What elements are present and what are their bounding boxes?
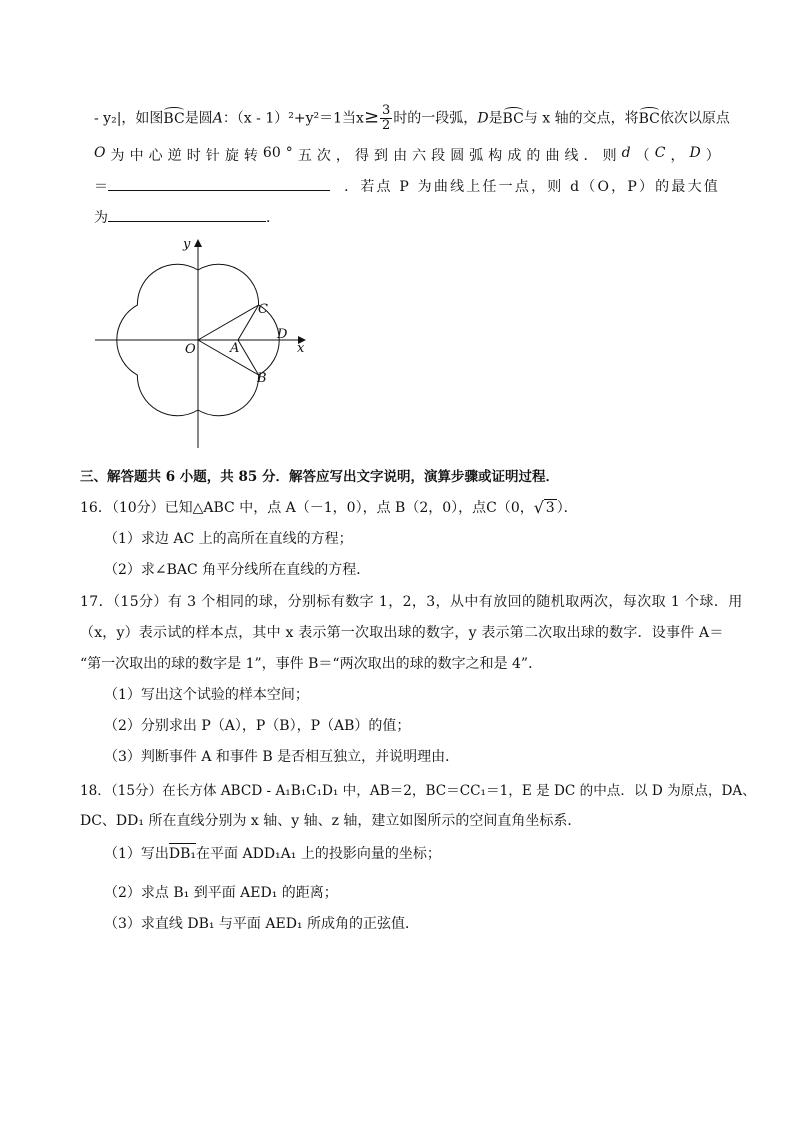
q18-line-2: DC、DD₁ 所在直线分别为 x 轴、y 轴、z 轴，建立如图所示的空间直角坐标系．	[80, 813, 582, 829]
q15-line-2-char: 次	[316, 148, 331, 164]
q15-line-2-char: 心	[148, 148, 163, 164]
q15-line-2-char: 六	[412, 148, 427, 164]
q15-line-2-char: D	[689, 145, 701, 161]
q15-line-2-char: C	[654, 145, 666, 161]
q15-eq-line	[94, 176, 330, 196]
q15-line-2-char: O	[94, 145, 106, 161]
frac-num: 3	[382, 103, 391, 118]
q15-line-2-char: 旋	[224, 148, 239, 164]
q15-line-2-char: 构	[488, 148, 503, 164]
q15-line-1	[94, 104, 730, 133]
q15-line-2-char: 逆	[167, 148, 182, 164]
q15-line-2-char: 圆	[450, 148, 465, 164]
q17-line-3: “第一次取出的球的数字是 1”，事件 B＝“两次取出的球的数字之和是 4”．	[80, 656, 543, 672]
label-y: y	[183, 237, 191, 252]
q17-line-2: （x，y）表示试的样本点，其中 x 表示第一次取出球的数字，y 表示第二次取出球的数字．设事件 A＝	[80, 625, 724, 641]
q18-line-1: 18．（15分）在长方体 ABCD - A₁B₁C₁D₁ 中，AB＝2，BC＝CC₁＝1，E 是 DC 的中点．以 D 为原点，DA、	[80, 783, 756, 799]
arc-bc: BC	[638, 110, 660, 127]
q16-stem	[80, 497, 578, 517]
segment-oc	[198, 305, 259, 340]
q15-line-2-char: ，	[335, 148, 350, 164]
q17-line-1: 17．（15分）有 3 个相同的球，分别标有数字 1，2，3，从中有放回的随机取两次，每次取 1 个球．用	[80, 594, 743, 610]
answer-blank-2	[108, 207, 266, 222]
curve-figure	[90, 232, 320, 452]
arc-bc: BC	[502, 110, 524, 127]
arc-bc: BC	[163, 110, 185, 127]
q15-line-2-char: 弧	[469, 148, 484, 164]
section-3-heading: 三、解答题共 6 小题，共 85 分．解答应写出文字说明，演算步骤或证明过程．	[80, 469, 559, 485]
q15-line-4	[94, 207, 280, 227]
sqrt-3	[534, 500, 557, 516]
segment-ac	[238, 305, 259, 340]
q15-text: 与 x 轴的交点，将	[523, 110, 639, 127]
q15-line-2-char: 五	[297, 148, 312, 164]
label-b: B	[257, 371, 267, 386]
q16-part-2: （2）求∠BAC 角平分线所在直线的方程．	[104, 562, 371, 578]
q15-line-2-char: 段	[431, 148, 446, 164]
q17-part-2: （2）分别求出 P（A），P（B），P（AB）的值；	[104, 718, 411, 734]
segment-ab	[238, 340, 259, 375]
q18-part-1	[104, 843, 441, 863]
q15-line-2-char: ．	[583, 148, 598, 164]
q18-part-2: （2）求点 B₁ 到平面 AED₁ 的距离；	[104, 885, 338, 901]
q15-text: 依次以原点	[659, 110, 730, 127]
q15-text: 是圆	[184, 110, 213, 127]
q18-text: （1）写出	[104, 846, 169, 862]
q16-text: ）．	[556, 500, 578, 516]
q15-line-2-char: 由	[393, 148, 408, 164]
q15-line-2-char: 得	[354, 148, 369, 164]
q15-text: ．	[266, 210, 280, 226]
q15-line-2-char: （	[635, 148, 650, 164]
q15-line-3	[94, 176, 720, 196]
q17-part-1: （1）写出这个试验的样本空间；	[104, 687, 309, 703]
label-o: O	[185, 342, 196, 357]
q15-text: - y₂|，如图	[94, 110, 164, 127]
q15-line-2-char: 线	[564, 148, 579, 164]
q15-text: D	[477, 110, 489, 127]
sqrt-sign: √	[533, 498, 544, 517]
q15-text: A	[212, 110, 223, 127]
label-a: A	[230, 341, 240, 356]
equals-sign: ＝	[94, 179, 108, 195]
q15-line-2-char: ）	[705, 148, 720, 164]
q15-text: 为	[94, 210, 108, 226]
q18-part-3: （3）求直线 DB₁ 与平面 AED₁ 所成角的正弦值．	[104, 916, 419, 932]
q15-line-2-char: 的	[526, 148, 541, 164]
q15-text: x	[356, 110, 364, 127]
sqrt-value: 3	[545, 500, 555, 516]
label-c: C	[258, 302, 268, 317]
q15-line-2-char: d	[621, 145, 631, 161]
q15-line-2-char: 转	[243, 148, 258, 164]
q15-text: ．若点 P 为曲线上任一点，则 d（O，P）的最大值	[344, 179, 720, 195]
label-d: D	[277, 327, 288, 342]
q15-line-2-char: ，	[670, 148, 685, 164]
q15-line-2-char: 则	[602, 148, 617, 164]
segment-ob	[198, 340, 259, 375]
label-x: x	[297, 341, 305, 356]
q15-line-2-char: 60	[262, 145, 281, 161]
q16-text: 16．（10分）已知△ABC 中，点 A（－1，0），点 B（2，0），点C（0，	[80, 500, 534, 516]
q16-part-1: （1）求边 AC 上的高所在直线的方程；	[104, 531, 353, 547]
q15-line-2-char: 到	[374, 148, 389, 164]
frac-den: 2	[382, 118, 391, 133]
q15-line-2-char: 曲	[545, 148, 560, 164]
q15-line-2-char: °	[285, 145, 293, 161]
q15-text: 是	[488, 110, 503, 127]
q15-line-2-char: 中	[129, 148, 144, 164]
q15-line-2-char: 成	[507, 148, 522, 164]
q18-text: 在平面 ADD₁A₁ 上的投影向量的坐标；	[196, 846, 441, 862]
q15-line-2-char: 针	[205, 148, 220, 164]
q15-text: ≥	[363, 106, 380, 128]
q17-part-3: （3）判断事件 A 和事件 B 是否相互独立，并说明理由．	[104, 749, 460, 765]
vector-db1: DB₁	[168, 846, 197, 862]
q15-text: ：（x - 1）²+y²＝1当	[222, 110, 357, 127]
q15-line-2	[94, 145, 720, 165]
answer-blank-1	[108, 176, 330, 191]
q15-line-2-char: 时	[186, 148, 201, 164]
q15-line-2-char: 为	[110, 148, 125, 164]
fraction-3-2	[380, 104, 392, 133]
q15-text: 时的一段弧，	[393, 110, 478, 127]
